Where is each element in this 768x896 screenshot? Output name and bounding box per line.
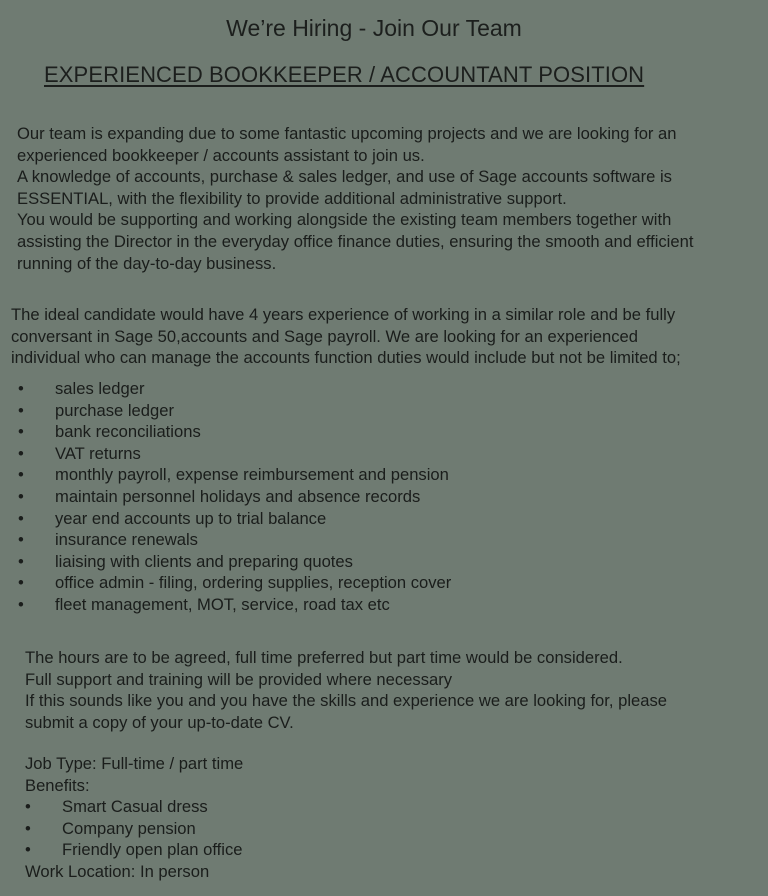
intro-line: Our team is expanding due to some fantastic upcoming projects and we are looking for an [17,124,677,143]
bullet-icon: • [18,443,24,463]
bullet-icon: • [18,465,24,485]
intro-line: running of the day-to-day business. [17,253,277,273]
bullet-icon: • [18,594,24,614]
list-item [25,818,243,840]
list-item [25,796,243,818]
ideal-line: conversant in Sage 50,accounts and Sage payroll. We are looking for an experienced [11,326,638,346]
list-item [18,572,451,594]
position-title: EXPERIENCED BOOKKEEPER / ACCOUNTANT POSITION [44,62,645,87]
closing-line: Full support and training will be provided where necessary [25,669,453,689]
closing-line: If this sounds like you and you have the skills and experience we are looking for, please [25,691,668,711]
closing-line: The hours are to be agreed, full time preferred but part time would be considered. [25,648,623,667]
duty-label: fleet management, MOT, service, road tax etc [55,594,390,614]
bullet-icon: • [18,573,24,593]
duty-label: VAT returns [55,443,141,463]
list-item [18,421,451,443]
bullet-icon: • [25,818,31,838]
duty-label: office admin - filing, ordering supplies, reception cover [55,573,452,593]
bullet-icon: • [25,797,31,817]
intro-paragraph [17,123,693,274]
duty-label: sales ledger [55,379,145,398]
duty-label: maintain personnel holidays and absence records [55,486,421,506]
duty-label: insurance renewals [55,530,198,550]
bullet-icon: • [25,840,31,860]
duty-label: purchase ledger [55,400,175,420]
bullet-icon: • [18,422,24,442]
list-item [18,529,451,551]
bullet-icon: • [18,551,24,571]
benefits-label: Benefits: [25,775,90,795]
list-item [18,443,451,465]
closing-paragraph [25,647,667,733]
bullet-icon: • [18,530,24,550]
ideal-line: individual who can manage the accounts function duties would include but not be limited to; [11,348,681,368]
benefit-label: Company pension [62,818,196,838]
page-title: We’re Hiring - Join Our Team [226,15,522,41]
intro-line: ESSENTIAL, with the flexibility to provide additional administrative support. [17,188,567,208]
duty-label: monthly payroll, expense reimbursement and pension [55,465,449,485]
list-item [18,594,451,616]
ideal-line: The ideal candidate would have 4 years experience of working in a similar role and be fully [11,305,676,324]
benefit-label: Smart Casual dress [62,797,208,817]
ideal-candidate-paragraph [11,304,681,369]
closing-line: submit a copy of your up-to-date CV. [25,712,294,732]
benefit-label: Friendly open plan office [62,840,243,860]
bullet-icon: • [18,508,24,528]
work-location: Work Location: In person [25,861,210,881]
list-item [18,378,451,400]
list-item [18,486,451,508]
job-info [25,753,243,883]
duty-label: liaising with clients and preparing quotes [55,551,353,571]
bullet-icon: • [18,486,24,506]
duty-label: year end accounts up to trial balance [55,508,327,528]
intro-line: A knowledge of accounts, purchase & sales ledger, and use of Sage accounts software is [17,167,672,187]
bullet-icon: • [18,400,24,420]
intro-line: You would be supporting and working alongside the existing team members together with [17,210,672,230]
list-item [18,508,451,530]
duties-list [18,378,451,616]
intro-line: assisting the Director in the everyday office finance duties, ensuring the smooth and efficient [17,231,694,251]
job-type: Job Type: Full-time / part time [25,754,244,773]
benefits-list [25,796,243,861]
list-item [18,551,451,573]
list-item [18,400,451,422]
duty-label: bank reconciliations [55,422,201,442]
bullet-icon: • [18,379,24,398]
intro-line: experienced bookkeeper / accounts assistant to join us. [17,145,425,165]
list-item [18,464,451,486]
list-item [25,839,243,861]
